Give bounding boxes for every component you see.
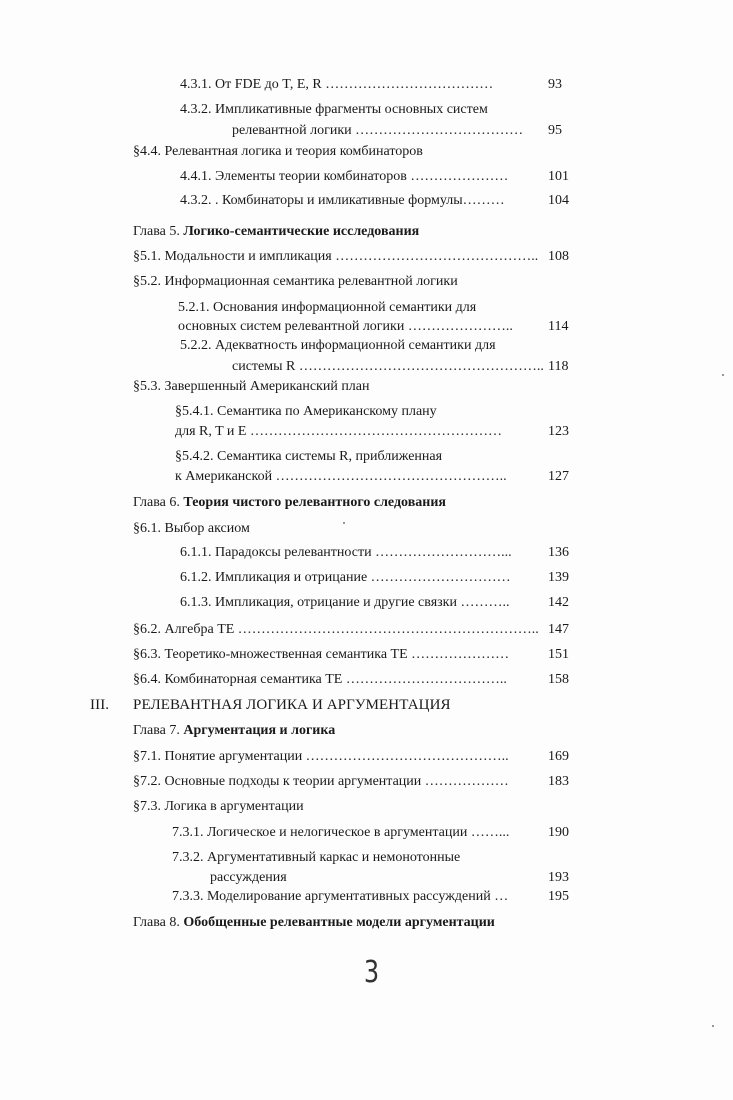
toc-entry: 7.3.3. Моделирование аргументативных рассуждений … bbox=[172, 889, 509, 904]
part-title: РЕЛЕВАНТНАЯ ЛОГИКА И АРГУМЕНТАЦИЯ bbox=[133, 697, 451, 713]
toc-page-num: 127 bbox=[548, 469, 569, 484]
toc-chapter bbox=[133, 494, 446, 512]
toc-entry: 5.2.2. Адекватность информационной семантики для bbox=[180, 338, 496, 353]
toc-page-num: 195 bbox=[548, 889, 569, 904]
toc-entry: §5.4.2. Семантика системы R, приближенная bbox=[175, 449, 443, 464]
toc-page-num: 139 bbox=[548, 570, 569, 585]
toc-entry: системы R …………………………………………….. bbox=[232, 359, 544, 374]
toc-page-num: 118 bbox=[548, 359, 569, 374]
chapter-title: Теория чистого релевантного следования bbox=[183, 495, 446, 510]
toc-entry: рассуждения bbox=[210, 870, 287, 885]
chapter-title: Обобщенные релевантные модели аргументации bbox=[183, 915, 495, 930]
toc-entry: §5.4.1. Семантика по Американскому плану bbox=[175, 404, 437, 419]
toc-entry: 7.3.1. Логическое и нелогическое в аргументации ……... bbox=[172, 825, 510, 840]
toc-chapter bbox=[133, 223, 419, 241]
chapter-label: Глава 8. bbox=[133, 915, 184, 930]
toc-chapter bbox=[133, 914, 495, 932]
toc-section: §7.1. Понятие аргументации …………………………………….. bbox=[133, 749, 509, 764]
toc-section: §6.1. Выбор аксиом bbox=[133, 521, 250, 536]
toc-page-num: 101 bbox=[548, 169, 569, 184]
toc-page-num: 104 bbox=[548, 193, 569, 208]
part-number: III. bbox=[90, 697, 110, 713]
toc-page-num: 93 bbox=[548, 77, 562, 92]
toc-section: §6.3. Теоретико-множественная семантика ТЕ ………………… bbox=[133, 647, 510, 662]
toc-page-num: 95 bbox=[548, 123, 562, 138]
toc-section: §7.3. Логика в аргументации bbox=[133, 799, 304, 814]
handwritten-page-number: 3 bbox=[363, 955, 380, 990]
toc-section: §6.4. Комбинаторная семантика ТЕ …………………………….. bbox=[133, 672, 507, 687]
toc-entry: 5.2.1. Основания информационной семантики для bbox=[178, 300, 477, 315]
chapter-title: Логико-семантические исследования bbox=[183, 224, 420, 239]
chapter-label: Глава 7. bbox=[133, 723, 184, 738]
toc-page-num: 169 bbox=[548, 749, 569, 764]
chapter-label: Глава 5. bbox=[133, 224, 184, 239]
toc-entry: 4.3.1. От FDE до T, E, R ……………………………… bbox=[180, 77, 494, 92]
toc-entry: основных систем релевантной логики ………………….. bbox=[178, 319, 513, 334]
toc-entry: 4.3.2. Импликативные фрагменты основных систем bbox=[180, 102, 488, 117]
toc-section: §6.2. Алгебра ТЕ ……………………………………………………….. bbox=[133, 622, 539, 637]
toc-page-num: 108 bbox=[548, 249, 569, 264]
toc-entry: к Американской ………………………………………….. bbox=[175, 469, 507, 484]
toc-section: §7.2. Основные подходы к теории аргументации ……………… bbox=[133, 774, 509, 789]
toc-page-num: 136 bbox=[548, 545, 569, 560]
toc-page-num: 183 bbox=[548, 774, 569, 789]
toc-entry: 7.3.2. Аргументативный каркас и немонотонные bbox=[172, 850, 461, 865]
toc-chapter bbox=[133, 722, 335, 740]
toc-page-num: 190 bbox=[548, 825, 569, 840]
toc-page-num: 142 bbox=[548, 595, 569, 610]
toc-section: §5.1. Модальности и импликация …………………………………….. bbox=[133, 249, 539, 264]
scan-speck bbox=[722, 374, 724, 376]
chapter-label: Глава 6. bbox=[133, 495, 184, 510]
toc-section: §5.3. Завершенный Американский план bbox=[133, 379, 370, 394]
toc-section: §4.4. Релевантная логика и теория комбинаторов bbox=[133, 144, 423, 159]
toc-page-num: 123 bbox=[548, 424, 569, 439]
toc-page-num: 147 bbox=[548, 622, 569, 637]
chapter-title: Аргументация и логика bbox=[183, 723, 336, 738]
scan-speck bbox=[343, 522, 345, 524]
toc-entry: релевантной логики ……………………………… bbox=[232, 123, 524, 138]
toc-page-num: 193 bbox=[548, 870, 569, 885]
toc-page-num: 151 bbox=[548, 647, 569, 662]
scan-speck bbox=[712, 1025, 714, 1027]
toc-section: §5.2. Информационная семантика релевантной логики bbox=[133, 274, 458, 289]
toc-page-num: 114 bbox=[548, 319, 569, 334]
toc-entry: для R, T и E ……………………………………………… bbox=[175, 424, 502, 439]
toc-entry: 4.4.1. Элементы теории комбинаторов ………………… bbox=[180, 169, 509, 184]
toc-entry: 6.1.2. Импликация и отрицание ………………………… bbox=[180, 570, 511, 585]
toc-entry: 6.1.3. Импликация, отрицание и другие связки ……….. bbox=[180, 595, 510, 610]
toc-entry: 4.3.2. . Комбинаторы и имликативные формулы……… bbox=[180, 193, 505, 208]
toc-page-num: 158 bbox=[548, 672, 569, 687]
toc-entry: 6.1.1. Парадоксы релевантности ………………………... bbox=[180, 545, 512, 560]
